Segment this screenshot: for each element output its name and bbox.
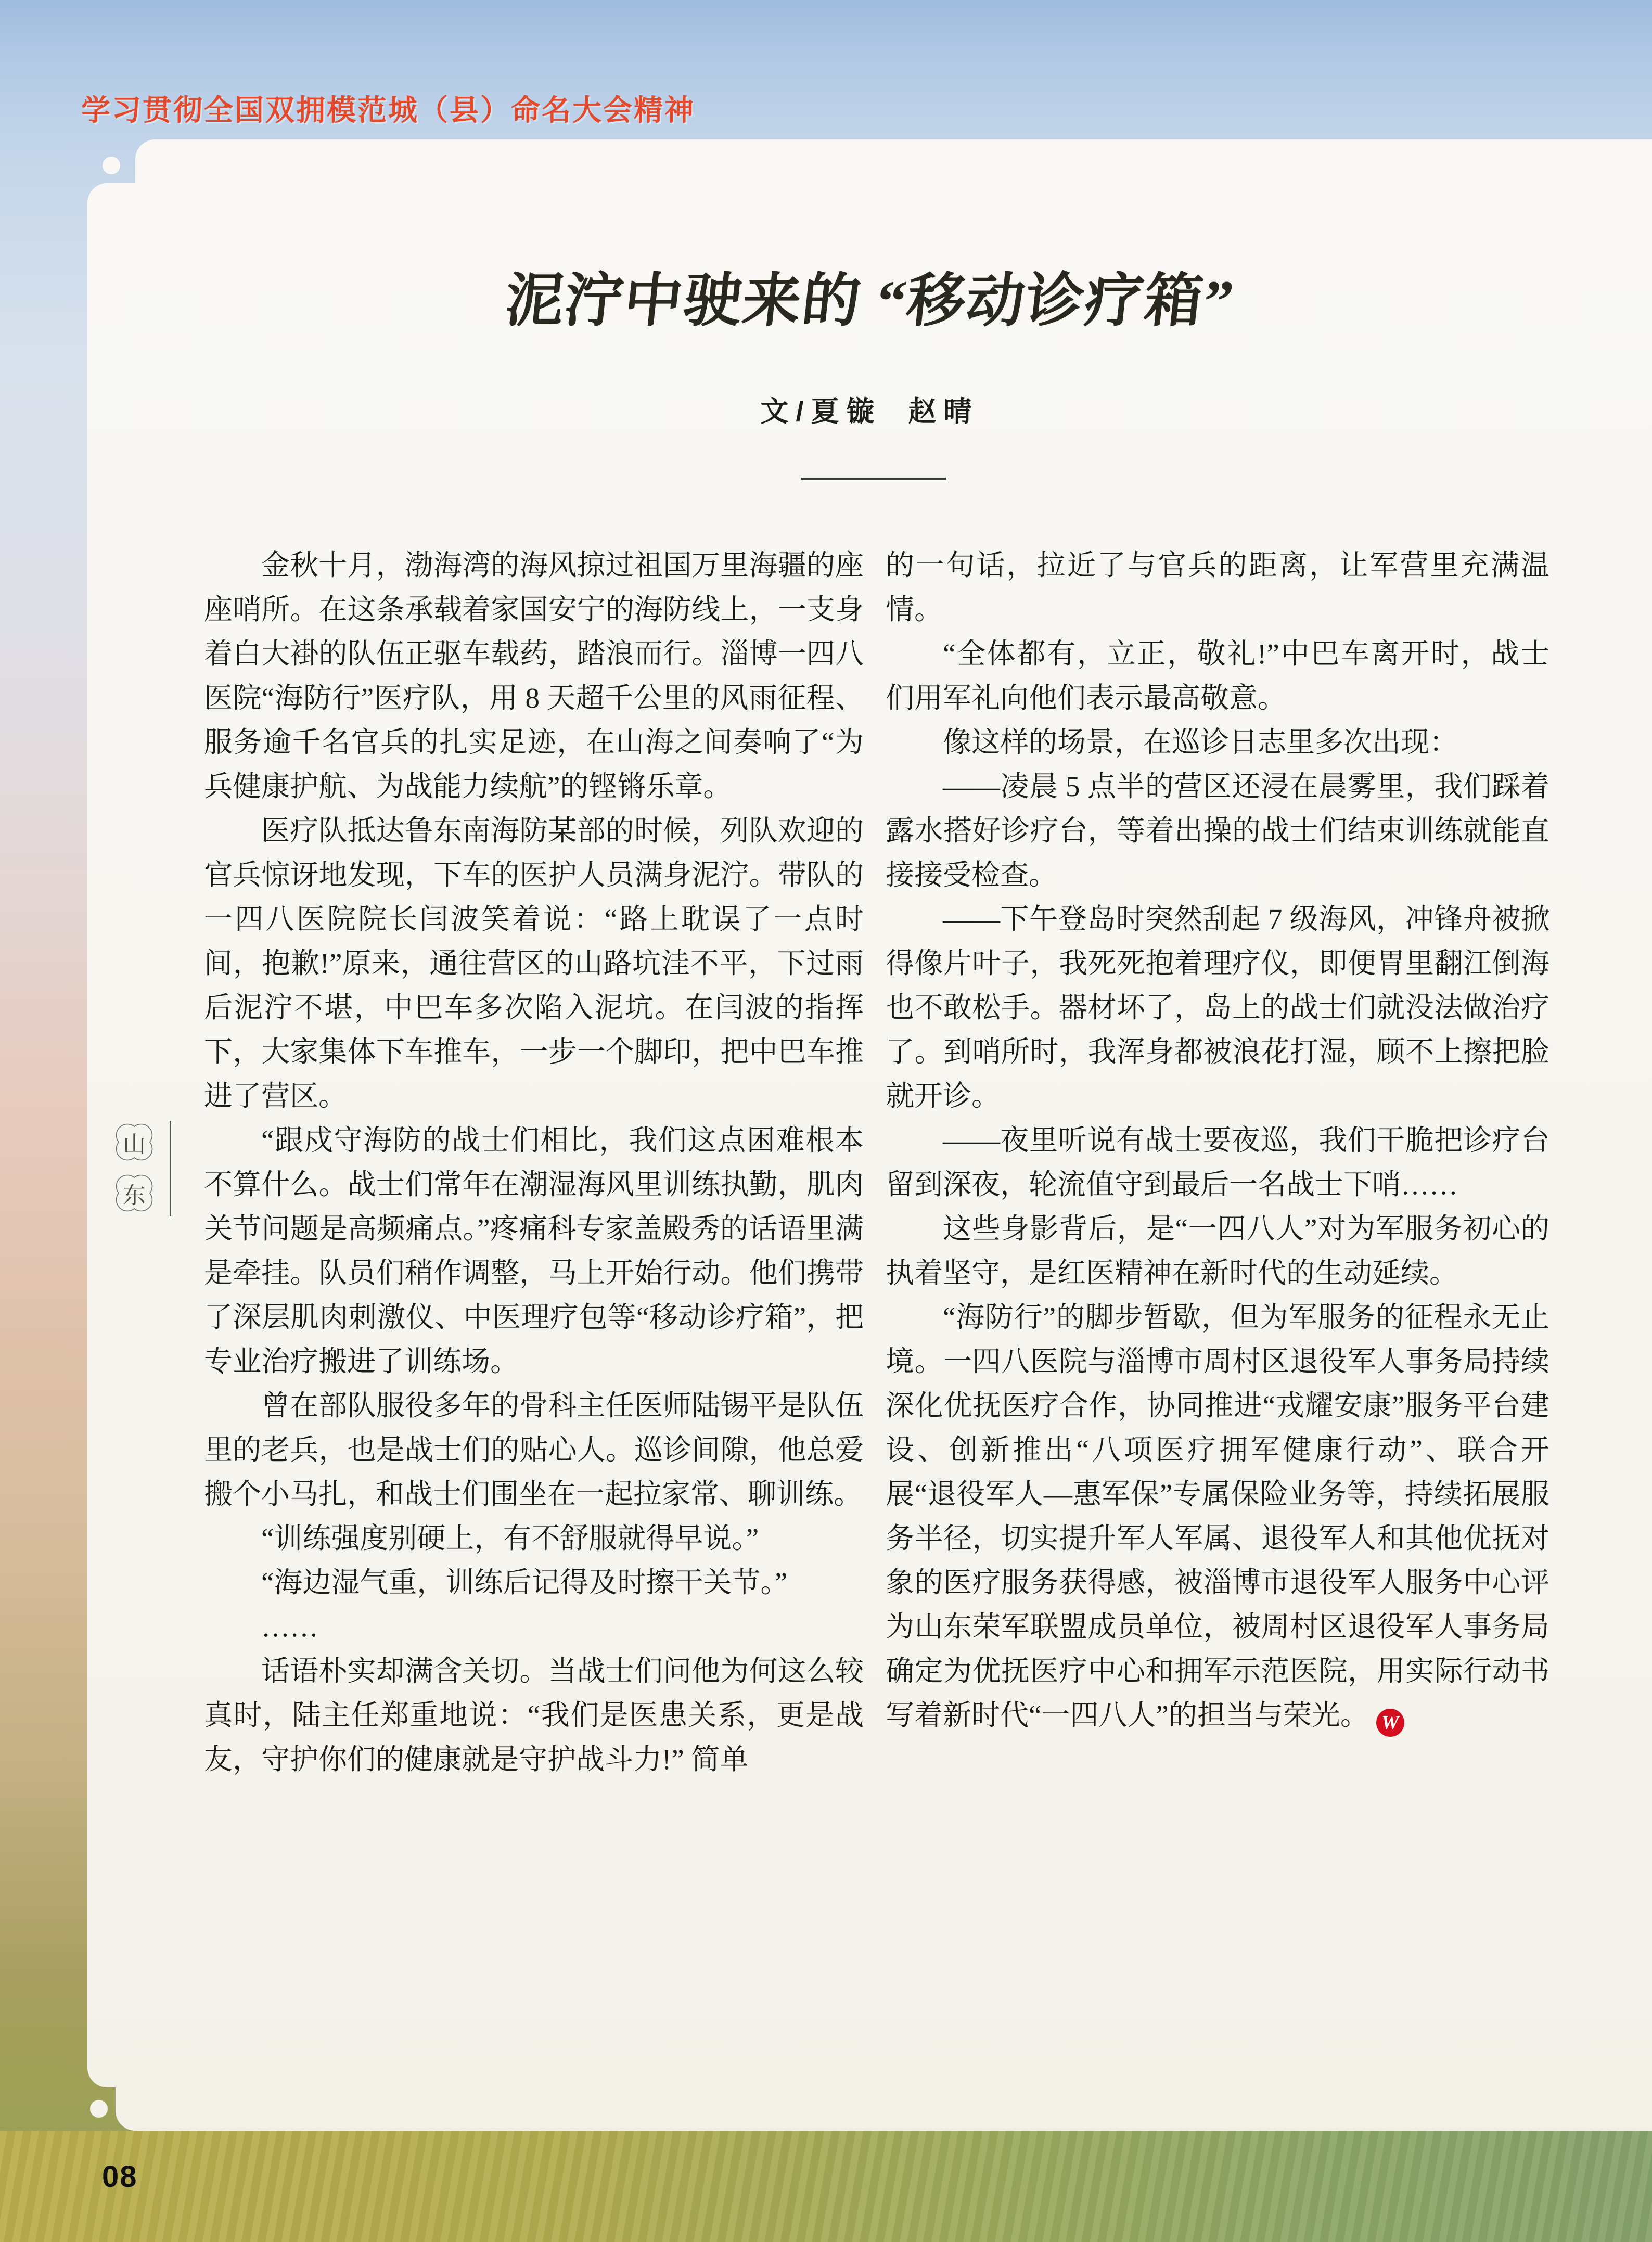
article-byline: 文/夏镟 赵晴 — [760, 396, 979, 427]
paragraph: ——夜里听说有战士要夜巡，我们干脆把诊疗台留到深夜，轮流值守到最后一名战士下哨…… — [886, 1124, 1549, 1200]
paragraph: “训练强度别硬上，有不舒服就得早说。” — [261, 1522, 759, 1554]
paragraph: 曾在部队服役多年的骨科主任医师陆锡平是队伍里的老兵，也是战士们的贴心人。巡诊间隙，他总爱搬个小马扎，和战士们围坐在一起拉家常、聊训练。 — [204, 1390, 864, 1510]
paragraph: …… — [261, 1611, 318, 1643]
article-title: 泥泞中驶来的 “移动诊疗箱” — [502, 269, 1238, 334]
grass-texture — [0, 2131, 1652, 2242]
page-number: 08 — [102, 2160, 138, 2194]
end-mark-icon: W — [1376, 1709, 1404, 1737]
article-column-right — [886, 543, 1549, 2000]
paragraph: ——凌晨 5 点半的营区还浸在晨雾里，我们踩着露水搭好诊疗台，等着出操的战士们结束训练就能直接接受检查。 — [886, 771, 1549, 891]
article-column-left — [204, 543, 864, 2000]
paragraph: 这些身影背后，是“一四八人”对为军服务初心的执着坚守，是红医精神在新时代的生动延续。 — [886, 1213, 1549, 1289]
side-tab-badge-shandong — [112, 1121, 156, 1163]
corner-dot-icon — [90, 2100, 108, 2118]
side-tab-divider-line — [170, 1121, 171, 1216]
paragraph: ——下午登岛时突然刮起 7 级海风，冲锋舟被掀得像片叶子，我死死抱着理疗仪，即便胃里翻江倒海也不敢松手。器材坏了，岛上的战士们就没法做治疗了。到哨所时，我浑身都被浪花打湿，顾不上擦把脸就开诊。 — [886, 903, 1549, 1112]
section-banner: 学习贯彻全国双拥模范城（县）命名大会精神 — [81, 94, 695, 126]
paragraph: 的一句话，拉近了与官兵的距离，让军营里充满温情。 — [886, 549, 1549, 625]
paragraph: 话语朴实却满含关切。当战士们问他为何这么较真时，陆主任郑重地说：“我们是医患关系，更是战友，守护你们的健康就是守护战斗力!” 简单 — [204, 1655, 864, 1775]
paragraph: “海防行”的脚步暂歇，但为军服务的征程永无止境。一四八医院与淄博市周村区退役军人事务局持续深化优抚医疗合作，协同推进“戎耀安康”服务平台建设、创新推出“八项医疗拥军健康行动”、联合开展“退役军人—惠军保”专属保险业务等，持续拓展服务半径，切实提升军人军属、退役军人和其他优抚对象的医疗服务获得感，被淄博市退役军人服务中心评为山东荣军联盟成员单位，被周村区退役军人事务局确定为优抚医疗中心和拥军示范医院，用实际行动书写着新时代“一四八人”的担当与荣光。 W — [886, 1295, 1549, 1737]
paragraph: “跟戍守海防的战士们相比，我们这点困难根本不算什么。战士们常年在潮湿海风里训练执勤，肌肉关节问题是高频痛点。”疼痛科专家盖殿秀的话语里满是牵挂。队员们稍作调整，马上开始行动。他们携带了深层肌肉刺激仪、中医理疗包等“移动诊疗箱”，把专业治疗搬进了训练场。 — [204, 1124, 864, 1377]
paragraph: “海边湿气重，训练后记得及时擦干关节。” — [261, 1567, 788, 1598]
paragraph: 像这样的场景，在巡诊日志里多次出现： — [943, 726, 1458, 758]
badge-character: 东 — [123, 1183, 146, 1208]
paragraph: 金秋十月，渤海湾的海风掠过祖国万里海疆的座座哨所。在这条承载着家国安宁的海防线上，一支身着白大褂的队伍正驱车载药，踏浪而行。淄博一四八医院“海防行”医疗队，用 8 天超千公里的风雨征程、服务逾千名官兵的扎实足迹，在山海之间奏响了“为兵健康护航、为战能力续航”的铿锵乐章。 — [204, 549, 864, 802]
grass-band — [0, 2131, 1652, 2242]
corner-dot-icon — [103, 157, 120, 174]
paragraph: “全体都有，立正，敬礼!”中巴车离开时，战士们用军礼向他们表示最高敬意。 — [886, 638, 1549, 714]
paragraph: 医疗队抵达鲁东南海防某部的时候，列队欢迎的官兵惊讶地发现，下车的医护人员满身泥泞。带队的一四八医院院长闫波笑着说：“路上耽误了一点时间，抱歉!”原来，通往营区的山路坑洼不平，下过雨后泥泞不堪，中巴车多次陷入泥坑。在闫波的指挥下，大家集体下车推车，一步一个脚印，把中巴车推进了营区。 — [204, 815, 864, 1112]
divider-rule — [801, 478, 946, 480]
badge-character: 山 — [123, 1132, 146, 1157]
side-tab-badge-shandong — [112, 1172, 156, 1214]
